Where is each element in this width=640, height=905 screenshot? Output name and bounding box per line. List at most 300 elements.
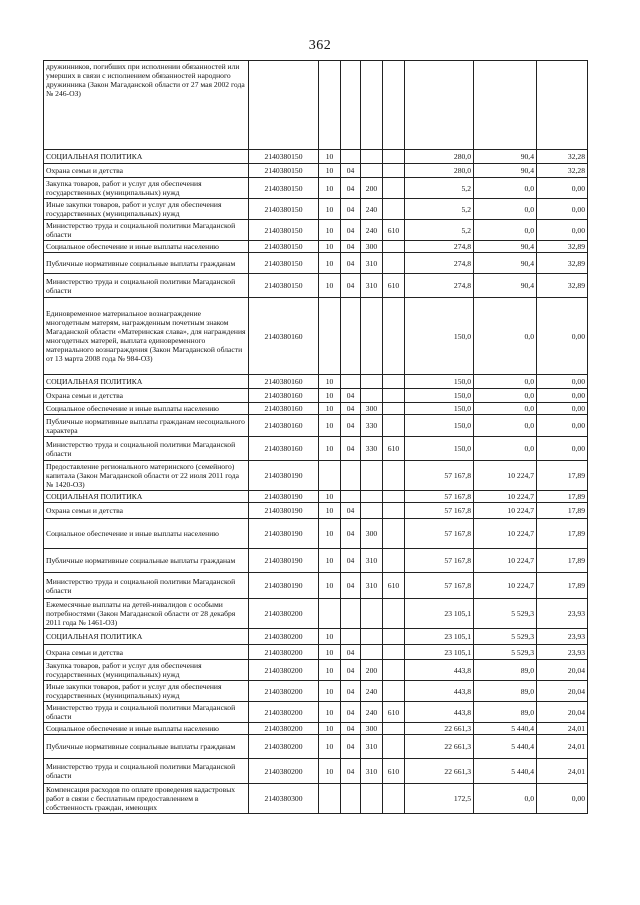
- row-percent: 32,89: [537, 253, 588, 274]
- row-plan: 150,0: [405, 375, 474, 389]
- row-name: Министерство труда и социальной политики Магаданской области: [44, 274, 249, 298]
- row-name: СОЦИАЛЬНАЯ ПОЛИТИКА: [44, 150, 249, 164]
- row-fact: 5 529,3: [474, 645, 537, 660]
- row-plan: 443,8: [405, 702, 474, 723]
- row-percent: 0,00: [537, 784, 588, 814]
- row-section: 10: [319, 178, 341, 199]
- row-fact: 0,0: [474, 178, 537, 199]
- row-subsection: 04: [341, 389, 361, 403]
- row-fact: 0,0: [474, 220, 537, 241]
- row-ministry: [383, 253, 405, 274]
- row-plan: 57 167,8: [405, 549, 474, 573]
- row-code: 2140380150: [249, 199, 319, 220]
- row-plan: 150,0: [405, 389, 474, 403]
- row-percent: 32,28: [537, 150, 588, 164]
- row-ministry: [383, 461, 405, 491]
- row-name: Охрана семьи и детства: [44, 164, 249, 178]
- row-section: 10: [319, 220, 341, 241]
- row-code: 2140380190: [249, 549, 319, 573]
- row-code: 2140380150: [249, 220, 319, 241]
- row-ministry: 610: [383, 759, 405, 784]
- row-expense-type: [361, 298, 383, 375]
- row-section: 10: [319, 375, 341, 389]
- row-fact: 0,0: [474, 403, 537, 415]
- row-expense-type: 240: [361, 681, 383, 702]
- row-percent: 32,89: [537, 274, 588, 298]
- row-code: 2140380190: [249, 503, 319, 519]
- row-percent: 17,89: [537, 549, 588, 573]
- row-fact: 10 224,7: [474, 573, 537, 599]
- row-section: 10: [319, 164, 341, 178]
- row-section: 10: [319, 403, 341, 415]
- row-percent: [537, 61, 588, 150]
- row-section: 10: [319, 415, 341, 437]
- row-name: Охрана семьи и детства: [44, 389, 249, 403]
- row-subsection: 04: [341, 573, 361, 599]
- row-expense-type: [361, 784, 383, 814]
- row-name: Социальное обеспечение и иные выплаты населению: [44, 241, 249, 253]
- row-code: 2140380160: [249, 389, 319, 403]
- row-ministry: [383, 660, 405, 681]
- row-ministry: [383, 164, 405, 178]
- table-row: [44, 549, 588, 573]
- row-expense-type: [361, 461, 383, 491]
- table-row: [44, 298, 588, 375]
- row-code: 2140380150: [249, 178, 319, 199]
- row-fact: 0,0: [474, 437, 537, 461]
- row-percent: 20,04: [537, 702, 588, 723]
- row-ministry: [383, 645, 405, 660]
- table-row: [44, 735, 588, 759]
- row-section: 10: [319, 274, 341, 298]
- row-expense-type: 240: [361, 199, 383, 220]
- row-subsection: 04: [341, 759, 361, 784]
- row-subsection: 04: [341, 164, 361, 178]
- row-ministry: [383, 389, 405, 403]
- row-percent: 0,00: [537, 403, 588, 415]
- row-fact: 5 529,3: [474, 629, 537, 645]
- row-percent: 20,04: [537, 660, 588, 681]
- row-code: [249, 61, 319, 150]
- table-row: [44, 220, 588, 241]
- row-ministry: [383, 723, 405, 735]
- row-ministry: [383, 519, 405, 549]
- table-row: [44, 681, 588, 702]
- table-row: [44, 573, 588, 599]
- row-code: 2140380150: [249, 253, 319, 274]
- row-subsection: 04: [341, 178, 361, 199]
- row-expense-type: 310: [361, 759, 383, 784]
- row-name: Иные закупки товаров, работ и услуг для обеспечения государственных (муниципальных) нужд: [44, 199, 249, 220]
- row-subsection: 04: [341, 199, 361, 220]
- row-section: 10: [319, 253, 341, 274]
- row-subsection: 04: [341, 241, 361, 253]
- row-section: 10: [319, 519, 341, 549]
- row-plan: 23 105,1: [405, 599, 474, 629]
- row-percent: 20,04: [537, 681, 588, 702]
- page-number: 362: [308, 38, 332, 53]
- row-expense-type: [361, 629, 383, 645]
- row-section: 10: [319, 389, 341, 403]
- row-subsection: 04: [341, 723, 361, 735]
- row-percent: 24,01: [537, 735, 588, 759]
- row-fact: 0,0: [474, 784, 537, 814]
- row-section: 10: [319, 573, 341, 599]
- row-percent: 32,89: [537, 241, 588, 253]
- row-fact: 0,0: [474, 199, 537, 220]
- row-subsection: 04: [341, 274, 361, 298]
- row-name: Иные закупки товаров, работ и услуг для обеспечения государственных (муниципальных) нужд: [44, 681, 249, 702]
- row-expense-type: 300: [361, 519, 383, 549]
- row-subsection: [341, 784, 361, 814]
- row-subsection: [341, 461, 361, 491]
- table-row: [44, 375, 588, 389]
- row-name: Единовременное материальное вознаграждение многодетным матерям, награжденным почетным знаком Магаданской области «Материнская слава», для награждения многодетных матерей, выплата единовременного материального вознаграждения (Закон Магаданской области от 13 марта 2008 года № 984-ОЗ): [44, 298, 249, 375]
- row-fact: 89,0: [474, 702, 537, 723]
- row-fact: 90,4: [474, 253, 537, 274]
- row-name: дружинников, погибших при исполнении обязанностей или умерших в связи с исполнением обязанностей народного дружинника (Закон Магаданской области от 27 мая 2002 года № 246-ОЗ): [44, 61, 249, 150]
- row-expense-type: 330: [361, 415, 383, 437]
- row-percent: 17,89: [537, 573, 588, 599]
- row-code: 2140380160: [249, 298, 319, 375]
- table-row: [44, 503, 588, 519]
- row-plan: 22 661,3: [405, 735, 474, 759]
- row-name: Министерство труда и социальной политики Магаданской области: [44, 437, 249, 461]
- row-fact: 5 440,4: [474, 723, 537, 735]
- row-code: 2140380160: [249, 415, 319, 437]
- row-subsection: [341, 298, 361, 375]
- row-section: 10: [319, 660, 341, 681]
- row-ministry: 610: [383, 274, 405, 298]
- row-subsection: [341, 491, 361, 503]
- row-section: 10: [319, 723, 341, 735]
- table-row: [44, 723, 588, 735]
- row-plan: 280,0: [405, 164, 474, 178]
- row-expense-type: 240: [361, 702, 383, 723]
- row-code: 2140380190: [249, 573, 319, 599]
- row-plan: 5,2: [405, 220, 474, 241]
- row-expense-type: 300: [361, 723, 383, 735]
- budget-table: [43, 60, 588, 814]
- row-expense-type: 200: [361, 660, 383, 681]
- row-code: 2140380160: [249, 403, 319, 415]
- row-code: 2140380200: [249, 660, 319, 681]
- table-row: [44, 461, 588, 491]
- row-subsection: 04: [341, 702, 361, 723]
- row-name: СОЦИАЛЬНАЯ ПОЛИТИКА: [44, 629, 249, 645]
- row-subsection: 04: [341, 681, 361, 702]
- row-expense-type: 310: [361, 573, 383, 599]
- row-code: 2140380190: [249, 519, 319, 549]
- table-row: [44, 519, 588, 549]
- row-name: Предоставление регионального материнского (семейного) капитала (Закон Магаданской области от 22 июля 2011 года № 1420-ОЗ): [44, 461, 249, 491]
- row-section: 10: [319, 629, 341, 645]
- table-row: [44, 178, 588, 199]
- row-section: 10: [319, 702, 341, 723]
- row-name: Охрана семьи и детства: [44, 645, 249, 660]
- row-code: 2140380200: [249, 629, 319, 645]
- row-fact: 5 440,4: [474, 735, 537, 759]
- row-subsection: 04: [341, 503, 361, 519]
- row-fact: 89,0: [474, 681, 537, 702]
- row-name: Министерство труда и социальной политики Магаданской области: [44, 573, 249, 599]
- row-plan: 22 661,3: [405, 723, 474, 735]
- row-code: 2140380200: [249, 681, 319, 702]
- row-ministry: [383, 61, 405, 150]
- row-section: 10: [319, 759, 341, 784]
- row-section: [319, 599, 341, 629]
- row-fact: 10 224,7: [474, 519, 537, 549]
- row-fact: 89,0: [474, 660, 537, 681]
- table-row: [44, 599, 588, 629]
- row-plan: 280,0: [405, 150, 474, 164]
- row-percent: 23,93: [537, 645, 588, 660]
- row-code: 2140380300: [249, 784, 319, 814]
- row-code: 2140380200: [249, 723, 319, 735]
- row-name: Министерство труда и социальной политики Магаданской области: [44, 759, 249, 784]
- row-section: 10: [319, 549, 341, 573]
- row-subsection: [341, 629, 361, 645]
- row-section: 10: [319, 735, 341, 759]
- row-name: СОЦИАЛЬНАЯ ПОЛИТИКА: [44, 491, 249, 503]
- row-plan: 150,0: [405, 415, 474, 437]
- row-expense-type: [361, 61, 383, 150]
- row-fact: 90,4: [474, 150, 537, 164]
- row-fact: 0,0: [474, 298, 537, 375]
- row-fact: 10 224,7: [474, 461, 537, 491]
- scan-edge: [630, 0, 640, 905]
- row-name: Компенсация расходов по оплате проведения кадастровых работ в связи с бесплатным предоставлением в собственность граждан, имеющих: [44, 784, 249, 814]
- row-fact: 90,4: [474, 164, 537, 178]
- row-ministry: [383, 241, 405, 253]
- row-fact: 0,0: [474, 415, 537, 437]
- row-percent: 24,01: [537, 723, 588, 735]
- row-plan: 443,8: [405, 660, 474, 681]
- row-expense-type: 310: [361, 549, 383, 573]
- row-percent: 0,00: [537, 389, 588, 403]
- table-row: [44, 164, 588, 178]
- row-expense-type: 300: [361, 241, 383, 253]
- row-code: 2140380150: [249, 164, 319, 178]
- row-fact: 5 440,4: [474, 759, 537, 784]
- row-ministry: [383, 681, 405, 702]
- row-name: Социальное обеспечение и иные выплаты населению: [44, 519, 249, 549]
- row-name: Закупка товаров, работ и услуг для обеспечения государственных (муниципальных) нужд: [44, 178, 249, 199]
- row-plan: 150,0: [405, 298, 474, 375]
- row-expense-type: 310: [361, 735, 383, 759]
- table-row: [44, 389, 588, 403]
- row-plan: [405, 61, 474, 150]
- row-fact: 10 224,7: [474, 503, 537, 519]
- row-subsection: 04: [341, 437, 361, 461]
- row-plan: 150,0: [405, 437, 474, 461]
- row-ministry: [383, 735, 405, 759]
- row-subsection: 04: [341, 735, 361, 759]
- table-row: [44, 629, 588, 645]
- row-expense-type: [361, 491, 383, 503]
- row-section: [319, 784, 341, 814]
- row-plan: 22 661,3: [405, 759, 474, 784]
- row-percent: 0,00: [537, 437, 588, 461]
- row-plan: 57 167,8: [405, 491, 474, 503]
- row-expense-type: 310: [361, 274, 383, 298]
- row-fact: 90,4: [474, 241, 537, 253]
- row-name: Публичные нормативные выплаты гражданам несоциального характера: [44, 415, 249, 437]
- table-row: [44, 415, 588, 437]
- row-subsection: 04: [341, 645, 361, 660]
- table-row: [44, 274, 588, 298]
- row-section: 10: [319, 503, 341, 519]
- row-fact: 0,0: [474, 375, 537, 389]
- row-fact: 0,0: [474, 389, 537, 403]
- row-expense-type: [361, 389, 383, 403]
- row-ministry: [383, 375, 405, 389]
- row-name: Охрана семьи и детства: [44, 503, 249, 519]
- row-percent: 0,00: [537, 199, 588, 220]
- row-plan: 150,0: [405, 403, 474, 415]
- row-plan: 57 167,8: [405, 573, 474, 599]
- row-ministry: 610: [383, 702, 405, 723]
- row-expense-type: 330: [361, 437, 383, 461]
- row-code: 2140380190: [249, 491, 319, 503]
- table-row: [44, 702, 588, 723]
- row-section: 10: [319, 645, 341, 660]
- row-expense-type: 300: [361, 403, 383, 415]
- row-plan: 23 105,1: [405, 629, 474, 645]
- table-row: [44, 403, 588, 415]
- row-code: 2140380150: [249, 274, 319, 298]
- row-percent: 24,01: [537, 759, 588, 784]
- row-percent: 32,28: [537, 164, 588, 178]
- row-ministry: [383, 298, 405, 375]
- row-subsection: 04: [341, 519, 361, 549]
- row-name: Социальное обеспечение и иные выплаты населению: [44, 403, 249, 415]
- row-subsection: [341, 150, 361, 164]
- row-subsection: [341, 599, 361, 629]
- row-subsection: 04: [341, 220, 361, 241]
- row-subsection: 04: [341, 403, 361, 415]
- row-name: Министерство труда и социальной политики Магаданской области: [44, 220, 249, 241]
- row-code: 2140380200: [249, 735, 319, 759]
- row-percent: 17,89: [537, 461, 588, 491]
- row-name: Публичные нормативные социальные выплаты гражданам: [44, 549, 249, 573]
- row-section: 10: [319, 150, 341, 164]
- row-expense-type: 240: [361, 220, 383, 241]
- table-row: [44, 645, 588, 660]
- row-ministry: [383, 199, 405, 220]
- row-fact: 10 224,7: [474, 491, 537, 503]
- row-ministry: 610: [383, 573, 405, 599]
- row-section: 10: [319, 199, 341, 220]
- row-percent: 17,89: [537, 491, 588, 503]
- row-plan: 57 167,8: [405, 503, 474, 519]
- row-percent: 0,00: [537, 415, 588, 437]
- row-plan: 274,8: [405, 253, 474, 274]
- row-subsection: 04: [341, 660, 361, 681]
- table-row: [44, 491, 588, 503]
- row-ministry: [383, 503, 405, 519]
- table-row: [44, 660, 588, 681]
- row-plan: 443,8: [405, 681, 474, 702]
- row-section: [319, 61, 341, 150]
- row-code: 2140380150: [249, 241, 319, 253]
- row-percent: 17,89: [537, 519, 588, 549]
- row-expense-type: [361, 645, 383, 660]
- table-row: [44, 199, 588, 220]
- row-subsection: 04: [341, 253, 361, 274]
- row-code: 2140380200: [249, 702, 319, 723]
- table-row: [44, 759, 588, 784]
- row-percent: 23,93: [537, 629, 588, 645]
- row-plan: 57 167,8: [405, 519, 474, 549]
- row-plan: 5,2: [405, 199, 474, 220]
- row-name: Публичные нормативные социальные выплаты гражданам: [44, 253, 249, 274]
- row-percent: 0,00: [537, 178, 588, 199]
- row-name: Публичные нормативные социальные выплаты гражданам: [44, 735, 249, 759]
- table-row: [44, 241, 588, 253]
- row-fact: 10 224,7: [474, 549, 537, 573]
- row-expense-type: [361, 164, 383, 178]
- row-ministry: [383, 150, 405, 164]
- row-section: 10: [319, 681, 341, 702]
- row-ministry: [383, 415, 405, 437]
- row-plan: 172,5: [405, 784, 474, 814]
- table-row: [44, 784, 588, 814]
- row-name: Министерство труда и социальной политики Магаданской области: [44, 702, 249, 723]
- row-ministry: [383, 549, 405, 573]
- row-ministry: [383, 629, 405, 645]
- row-ministry: 610: [383, 220, 405, 241]
- row-ministry: 610: [383, 437, 405, 461]
- row-name: СОЦИАЛЬНАЯ ПОЛИТИКА: [44, 375, 249, 389]
- row-plan: 23 105,1: [405, 645, 474, 660]
- row-ministry: [383, 784, 405, 814]
- row-ministry: [383, 178, 405, 199]
- row-code: 2140380200: [249, 645, 319, 660]
- row-name: Социальное обеспечение и иные выплаты населению: [44, 723, 249, 735]
- row-code: 2140380160: [249, 375, 319, 389]
- row-expense-type: 200: [361, 178, 383, 199]
- table-row: [44, 437, 588, 461]
- row-name: Закупка товаров, работ и услуг для обеспечения государственных (муниципальных) нужд: [44, 660, 249, 681]
- row-subsection: 04: [341, 549, 361, 573]
- row-fact: [474, 61, 537, 150]
- row-section: [319, 461, 341, 491]
- row-subsection: [341, 375, 361, 389]
- row-percent: 0,00: [537, 220, 588, 241]
- row-percent: 17,89: [537, 503, 588, 519]
- row-percent: 0,00: [537, 375, 588, 389]
- row-subsection: [341, 61, 361, 150]
- row-code: 2140380200: [249, 759, 319, 784]
- row-section: [319, 298, 341, 375]
- table-row: [44, 253, 588, 274]
- row-code: 2140380200: [249, 599, 319, 629]
- row-expense-type: [361, 599, 383, 629]
- row-code: 2140380190: [249, 461, 319, 491]
- row-code: 2140380160: [249, 437, 319, 461]
- row-percent: 23,93: [537, 599, 588, 629]
- row-expense-type: 310: [361, 253, 383, 274]
- row-fact: 5 529,3: [474, 599, 537, 629]
- row-plan: 274,8: [405, 241, 474, 253]
- row-name: Ежемесячные выплаты на детей-инвалидов с особыми потребностями (Закон Магаданской области от 28 декабря 2011 года № 1461-ОЗ): [44, 599, 249, 629]
- row-ministry: [383, 599, 405, 629]
- row-ministry: [383, 403, 405, 415]
- row-plan: 274,8: [405, 274, 474, 298]
- row-expense-type: [361, 375, 383, 389]
- row-section: 10: [319, 491, 341, 503]
